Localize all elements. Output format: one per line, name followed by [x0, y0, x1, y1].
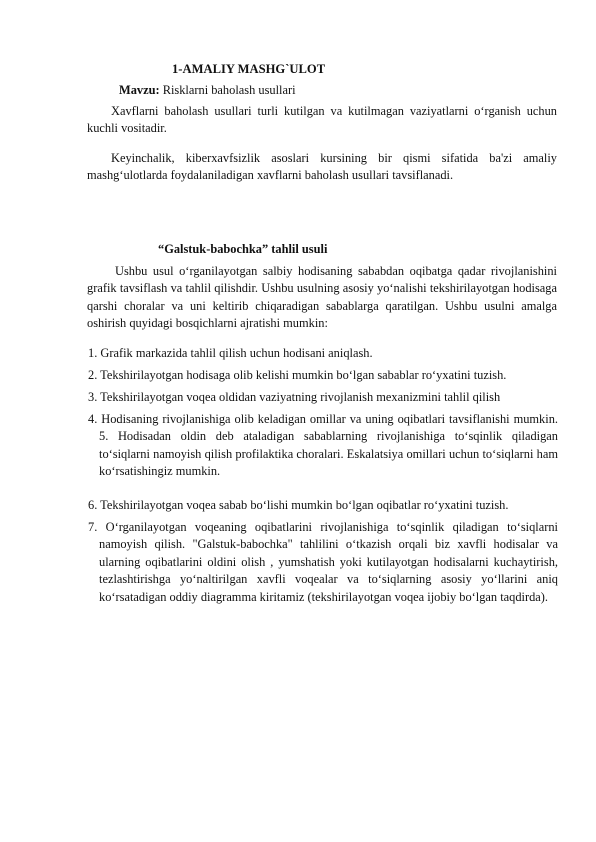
list-item-text: 3. Tekshirilayotgan voqea oldidan vaziyatning rivojlanish mexanizmini tahlil qilish: [88, 390, 501, 404]
list-item: [88, 389, 558, 406]
list-item-text: 6. Tekshirilayotgan voqea sabab bo‘lishi mumkin bo‘lgan oqibatlar ro‘yxatini tuzish.: [88, 498, 509, 512]
list-item: [88, 367, 560, 384]
section-title: “Galstuk-babochka” tahlil usuli: [158, 242, 328, 256]
list-item-text: 4. Hodisaning rivojlanishiga olib keladigan omillar va uning oqibatlari tavsiflanishi mumkin. 5. Hodisadan oldin deb ataladigan sabablarning rivojlanishiga to‘sqinlik qiladigan to‘siqlarni namoyish qilish profilaktika choralari. Eskalatsiya omillari uchun to‘siqlarni ham ko‘rsatishingiz mumkin.: [88, 412, 558, 479]
intro-paragraph-2: Keyinchalik, kiberxavfsizlik asoslari kursining bir qismi sifatida ba'zi amaliy mashg‘ulotlarda foydalaniladigan xavflarni baholash usullari tavsiflanadi.: [87, 151, 557, 183]
list-item-text: 2. Tekshirilayotgan hodisaga olib kelishi mumkin bo‘lgan sabablar ro‘yxatini tuzish.: [88, 368, 507, 382]
topic-text: Risklarni baholash usullari: [159, 83, 296, 97]
topic-line: [119, 82, 296, 99]
list-item-text: 1. Grafik markazida tahlil qilish uchun hodisani aniqlash.: [88, 346, 373, 360]
list-item-text: 7. O‘rganilayotgan voqeaning oqibatlarini rivojlanishiga to‘sqinlik qiladigan to‘siqlarni namoyish qilish. "Galstuk-babochka" tahlilini o‘tkazish orqali biz xavfli hodisalar va ularning oqibatlarini oldini olish , yumshatish yoki kutilayotgan hodisalarni kuchaytirish, tezlashtirishga yo‘naltirilgan xavfli voqealar va to‘siqlarning asosiy yo‘llarini aniq ko‘rsatadigan oddiy diagramma kiritamiz (tekshirilayotgan voqea ijobiy bo‘lgan taqdirda).: [88, 520, 558, 604]
list-item: [88, 345, 558, 362]
list-item: [88, 519, 558, 606]
section-paragraph: Ushbu usul o‘rganilayotgan salbiy hodisaning sababdan oqibatga qadar rivojlanishini grafik tavsiflash va tahlil qilishdir. Ushbu usulning asosiy yo‘nalishi tekshirilayotgan hodisaga qarshi choralar va uni keltirib chiqaradigan sabablarga qaratilgan. Ushbu usulni amalga oshirish quyidagi bosqichlarni ajratishi mumkin:: [87, 264, 557, 331]
intro-paragraph-1: Xavflarni baholash usullari turli kutilgan va kutilmagan vaziyatlarni o‘rganish uchun kuchli vositadir.: [87, 104, 557, 136]
list-item: [88, 497, 560, 514]
list-item: [88, 411, 558, 481]
topic-label: Mavzu:: [119, 83, 160, 97]
page-title: 1-AMALIY MASHG`ULOT: [172, 62, 326, 76]
